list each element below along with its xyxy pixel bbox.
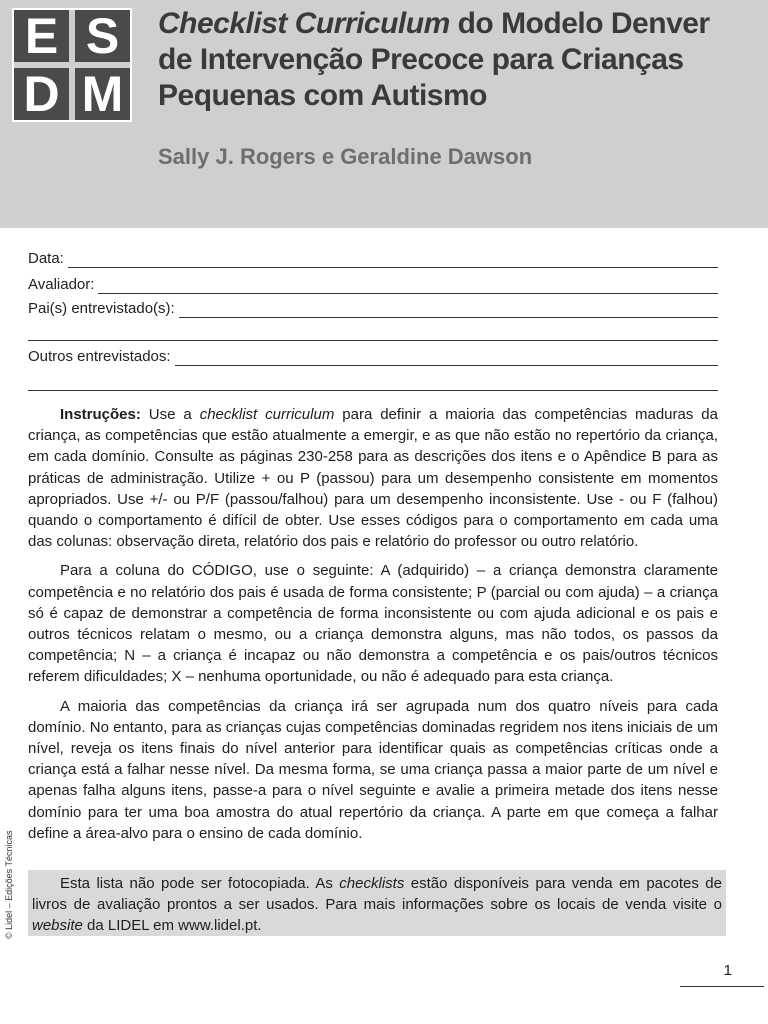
evaluator-field[interactable] xyxy=(98,279,718,294)
logo-letter-s: S xyxy=(75,10,130,62)
evaluator-label: Avaliador: xyxy=(28,276,95,293)
date-label: Data: xyxy=(28,250,64,267)
instructions-text-a: Use a xyxy=(140,406,200,423)
notice-text-c: da LIDEL em www.lidel.pt. xyxy=(82,917,262,934)
authors: Sally J. Rogers e Geraldine Dawson xyxy=(158,144,533,169)
logo-frame xyxy=(12,8,132,122)
title-line-2: de Intervenção Precoce para Crianças xyxy=(158,43,684,76)
title-line-3: Pequenas com Autismo xyxy=(158,79,487,112)
page-number: 1 xyxy=(723,962,732,979)
copyright-notice xyxy=(28,870,726,936)
title-line-1-rest: do Modelo Denver xyxy=(449,7,710,40)
parents-extra-line[interactable] xyxy=(28,340,718,341)
logo-letter-m: M xyxy=(75,68,130,120)
logo-letter-e: E xyxy=(14,10,69,62)
others-extra-line[interactable] xyxy=(28,390,718,391)
others-label: Outros entrevistados: xyxy=(28,348,171,365)
side-copyright xyxy=(2,830,16,944)
header-banner xyxy=(0,0,768,228)
parents-label: Pai(s) entrevistado(s): xyxy=(28,300,175,317)
instructions-paragraph-3: A maioria das competências da criança irá ser agrupada num dos quatro níveis para cada domínio. No entanto, para as crianças cujas competências dominadas regridem nos itens iniciais de um nível, reveja os itens finais do nível anterior para identificar quais as competências críticas onde a criança está a falhar nesse nível. Da mesma forma, se uma criança passa a maior parte de um nível e apenas falha alguns itens, passe-a para o nível seguinte e avalie a primeira metade dos itens nesse domínio para ter uma boa amostra do atual repertório da criança. A parte em que começa a falhar define a área-alvo para o ensino de cada domínio. xyxy=(28,697,718,842)
logo-letter-d: D xyxy=(14,68,69,120)
notice-text-b: estão disponíveis para venda em pacotes de livros de avaliação prontos a ser usados. Para mais informações sobre os locais de venda visite o xyxy=(32,875,722,913)
parents-row xyxy=(28,296,718,318)
notice-text xyxy=(28,870,722,936)
side-copyright-text: © Lidel – Edições Técnicas xyxy=(4,830,14,939)
instructions-italic-term: checklist curriculum xyxy=(199,406,335,423)
notice-italic-website: website xyxy=(32,917,83,934)
parents-field[interactable] xyxy=(179,303,718,318)
evaluator-row xyxy=(28,272,718,294)
title-line-1 xyxy=(158,6,758,42)
date-row xyxy=(28,246,718,268)
title-italic: Checklist Curriculum xyxy=(158,7,450,40)
instructions-paragraph-2: Para a coluna do CÓDIGO, use o seguinte: A (adquirido) – a criança demonstra claramente competência e no relatório dos pais é usada de forma consistente; P (parcial ou com ajuda) – a criança só é capaz de demonstrar a competência de forma inconsistente ou com ajuda adicional e os pais e outros técnicos relatam o mesmo, ou a criança demonstra alguns, mas não todos, os passos da competência; N – a criança é incapaz ou não demonstra a competência e os pais/outros técnicos referem dificuldades; X – nenhuma oportunidade, ou não é adequado para esta criança. xyxy=(28,562,718,686)
instructions-body xyxy=(28,404,718,852)
instructions-paragraph-1 xyxy=(28,404,718,552)
date-field[interactable] xyxy=(68,253,718,268)
document-title xyxy=(158,6,758,114)
others-field[interactable] xyxy=(175,351,718,366)
esdm-logo xyxy=(12,8,132,122)
instructions-heading: Instruções: xyxy=(60,406,141,423)
notice-text-a: Esta lista não pode ser fotocopiada. As xyxy=(60,875,340,892)
notice-italic-checklists: checklists xyxy=(339,875,405,892)
page-number-rule xyxy=(680,986,764,987)
instructions-text-b: para definir a maioria das competências maduras da criança, as competências que estão atualmente a emergir, e as que não estão no repertório da criança, em cada domínio. Consulte as páginas 230-258 para as descrições dos itens e o Apêndice B para as práticas de administração. Utilize + ou P (passou) para um desempenho consistente em momentos apropriados. Use +/- ou P/F (passou/falhou) para um desempenho inconsistente. Use - ou F (falhou) quando o comportamento é difícil de obter. Use esses códigos para o comportamento em cada uma das colunas: observação direta, relatório dos pais e relatório do professor ou outro relatório. xyxy=(28,406,718,551)
others-row xyxy=(28,344,718,366)
